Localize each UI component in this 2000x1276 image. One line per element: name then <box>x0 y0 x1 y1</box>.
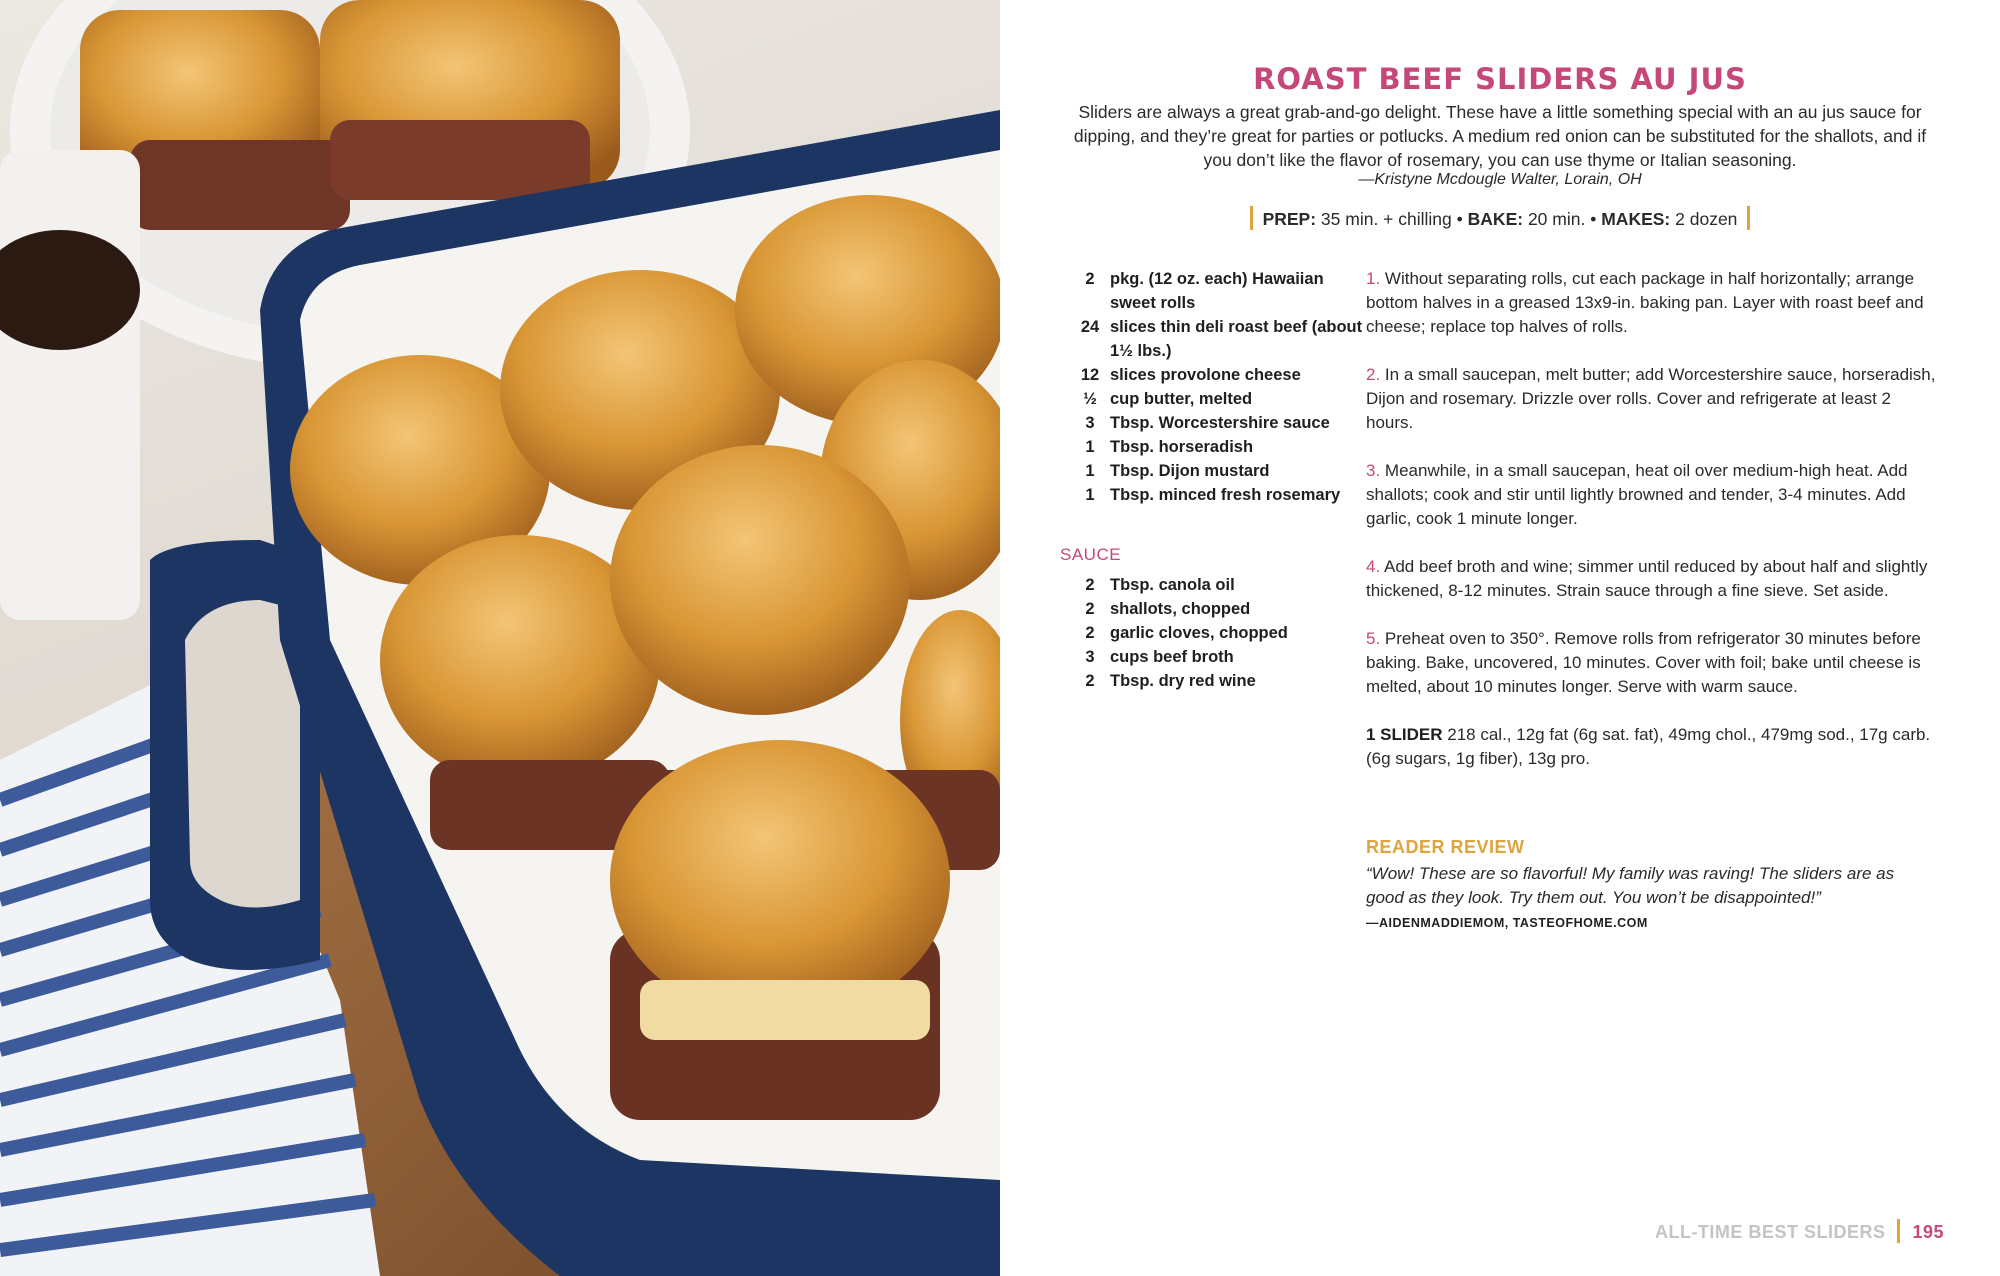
ingredient-name: pkg. (12 oz. each) Hawaiian sweet rolls <box>1110 270 1324 312</box>
directions <box>1366 267 1936 771</box>
direction-step <box>1366 627 1936 699</box>
nutrition-facts <box>1366 723 1936 771</box>
step-text: Preheat oven to 350°. Remove rolls from refrigerator 30 minutes before baking. Bake, uncovered, 10 minutes. Cover with foil; bake until cheese is melted, about 10 minutes longer. Serve with warm sauce. <box>1366 629 1921 696</box>
ingredient-name: slices thin deli roast beef (about 1½ lbs.) <box>1110 318 1363 360</box>
ingredient-name: cup butter, melted <box>1110 390 1253 408</box>
step-number: 5. <box>1366 629 1381 648</box>
review-quote: “Wow! These are so flavorful! My family was raving! The sliders are as good as they look. Try them out. You won’t be disappointed!” <box>1366 864 1895 907</box>
meta-divider <box>1250 206 1253 230</box>
ingredient-qty: 3 <box>1085 414 1095 432</box>
ingredient-qty: 1 <box>1085 462 1095 480</box>
ingredient-item <box>1070 483 1370 507</box>
ingredient-item <box>1070 459 1370 483</box>
step-number: 3. <box>1366 461 1381 480</box>
ingredient-qty: 2 <box>1085 672 1095 690</box>
ingredient-qty: 1 <box>1085 438 1095 456</box>
sauce-ingredient-item <box>1070 669 1370 693</box>
ingredient-qty: 2 <box>1085 600 1095 618</box>
ingredient-name: Tbsp. dry red wine <box>1110 672 1256 690</box>
step-text: Meanwhile, in a small saucepan, heat oil over medium-high heat. Add shallots; cook and stir until lightly browned and tender, 3-4 minutes. Add garlic, cook 1 minute longer. <box>1366 461 1908 528</box>
meta-divider <box>1747 206 1750 230</box>
sauce-ingredient-item <box>1070 597 1370 621</box>
direction-step <box>1366 363 1936 435</box>
step-number: 1. <box>1366 269 1381 288</box>
prep-label: PREP: <box>1262 209 1317 229</box>
step-text: Add beef broth and wine; simmer until reduced by about half and slightly thickened, 8-12 minutes. Strain sauce through a fine sieve. Set aside. <box>1366 557 1928 600</box>
ingredient-item <box>1070 387 1370 411</box>
ingredient-qty: 24 <box>1080 318 1100 336</box>
ingredient-name: shallots, chopped <box>1110 600 1251 618</box>
ingredient-qty: 3 <box>1085 648 1095 666</box>
ingredient-name: Tbsp. canola oil <box>1110 576 1235 594</box>
direction-step <box>1366 459 1936 531</box>
ingredient-qty: 2 <box>1085 270 1095 288</box>
meta-dot: • <box>1456 209 1463 229</box>
review-heading: READER REVIEW <box>1366 837 1525 857</box>
ingredient-name: cups beef broth <box>1110 648 1234 666</box>
ingredient-name: garlic cloves, chopped <box>1110 624 1288 642</box>
step-text: Without separating rolls, cut each package in half horizontally; arrange bottom halves in a greased 13x9-in. baking pan. Layer with roast beef and cheese; replace top halves of rolls. <box>1366 269 1924 336</box>
recipe-page <box>1000 0 2000 1276</box>
recipe-title: ROAST BEEF SLIDERS AU JUS <box>1253 62 1747 96</box>
ingredient-qty: ½ <box>1083 390 1097 408</box>
footer-divider <box>1897 1219 1900 1243</box>
ingredient-item <box>1070 315 1370 363</box>
sauce-heading: SAUCE <box>1060 545 1122 564</box>
ingredient-qty: 2 <box>1085 576 1095 594</box>
ingredient-item <box>1070 411 1370 435</box>
sauce-pitcher <box>0 150 140 620</box>
ingredient-name: Tbsp. Dijon mustard <box>1110 462 1270 480</box>
prep-value: 35 min. + chilling <box>1320 209 1452 229</box>
review-author: —AIDENMADDIEMOM, TASTEOFHOME.COM <box>1366 916 1648 930</box>
ingredient-name: Tbsp. horseradish <box>1110 438 1254 456</box>
ingredient-item <box>1070 435 1370 459</box>
ingredient-list <box>1060 267 1370 693</box>
recipe-byline: —Kristyne Mcdougle Walter, Lorain, OH <box>1358 171 1642 188</box>
ingredient-name: Tbsp. Worcestershire sauce <box>1110 414 1330 432</box>
nutrition-text: 218 cal., 12g fat (6g sat. fat), 49mg chol., 479mg sod., 17g carb. (6g sugars, 1g fiber), 13g pro. <box>1366 725 1931 768</box>
direction-step <box>1366 555 1936 603</box>
meta-dot: • <box>1590 209 1597 229</box>
bake-value: 20 min. <box>1527 209 1586 229</box>
footer-section-title: ALL-TIME BEST SLIDERS <box>1654 1222 1886 1242</box>
ingredient-name: Tbsp. minced fresh rosemary <box>1110 486 1341 504</box>
step-number: 4. <box>1366 557 1381 576</box>
reader-review <box>1366 837 1936 930</box>
step-text: In a small saucepan, melt butter; add Worcestershire sauce, horseradish, Dijon and rosemary. Drizzle over rolls. Cover and refrigerate at least 2 hours. <box>1366 365 1936 432</box>
recipe-intro: Sliders are always a great grab-and-go delight. These have a little something special with an au jus sauce for dipping, and they’re great for parties or potlucks. A medium red onion can be substituted for the shallots, and if you don’t like the flavor of rosemary, you can use thyme or Italian seasoning. <box>1073 102 1927 170</box>
direction-step <box>1366 267 1936 339</box>
ingredient-item <box>1070 363 1370 387</box>
ingredient-item <box>1070 267 1370 315</box>
ingredient-name: slices provolone cheese <box>1110 366 1301 384</box>
page-number: 195 <box>1912 1222 1944 1242</box>
nutrition-label: 1 SLIDER <box>1366 725 1443 744</box>
page-footer <box>1655 1219 1944 1243</box>
makes-value: 2 dozen <box>1675 209 1738 229</box>
ingredient-qty: 12 <box>1080 366 1100 384</box>
sauce-ingredient-item <box>1070 645 1370 669</box>
sauce-ingredient-item <box>1070 573 1370 597</box>
sauce-ingredient-item <box>1070 621 1370 645</box>
makes-label: MAKES: <box>1601 209 1671 229</box>
step-number: 2. <box>1366 365 1381 384</box>
recipe-meta <box>1000 206 2000 230</box>
ingredient-qty: 2 <box>1085 624 1095 642</box>
ingredient-qty: 1 <box>1085 486 1095 504</box>
bake-label: BAKE: <box>1467 209 1524 229</box>
